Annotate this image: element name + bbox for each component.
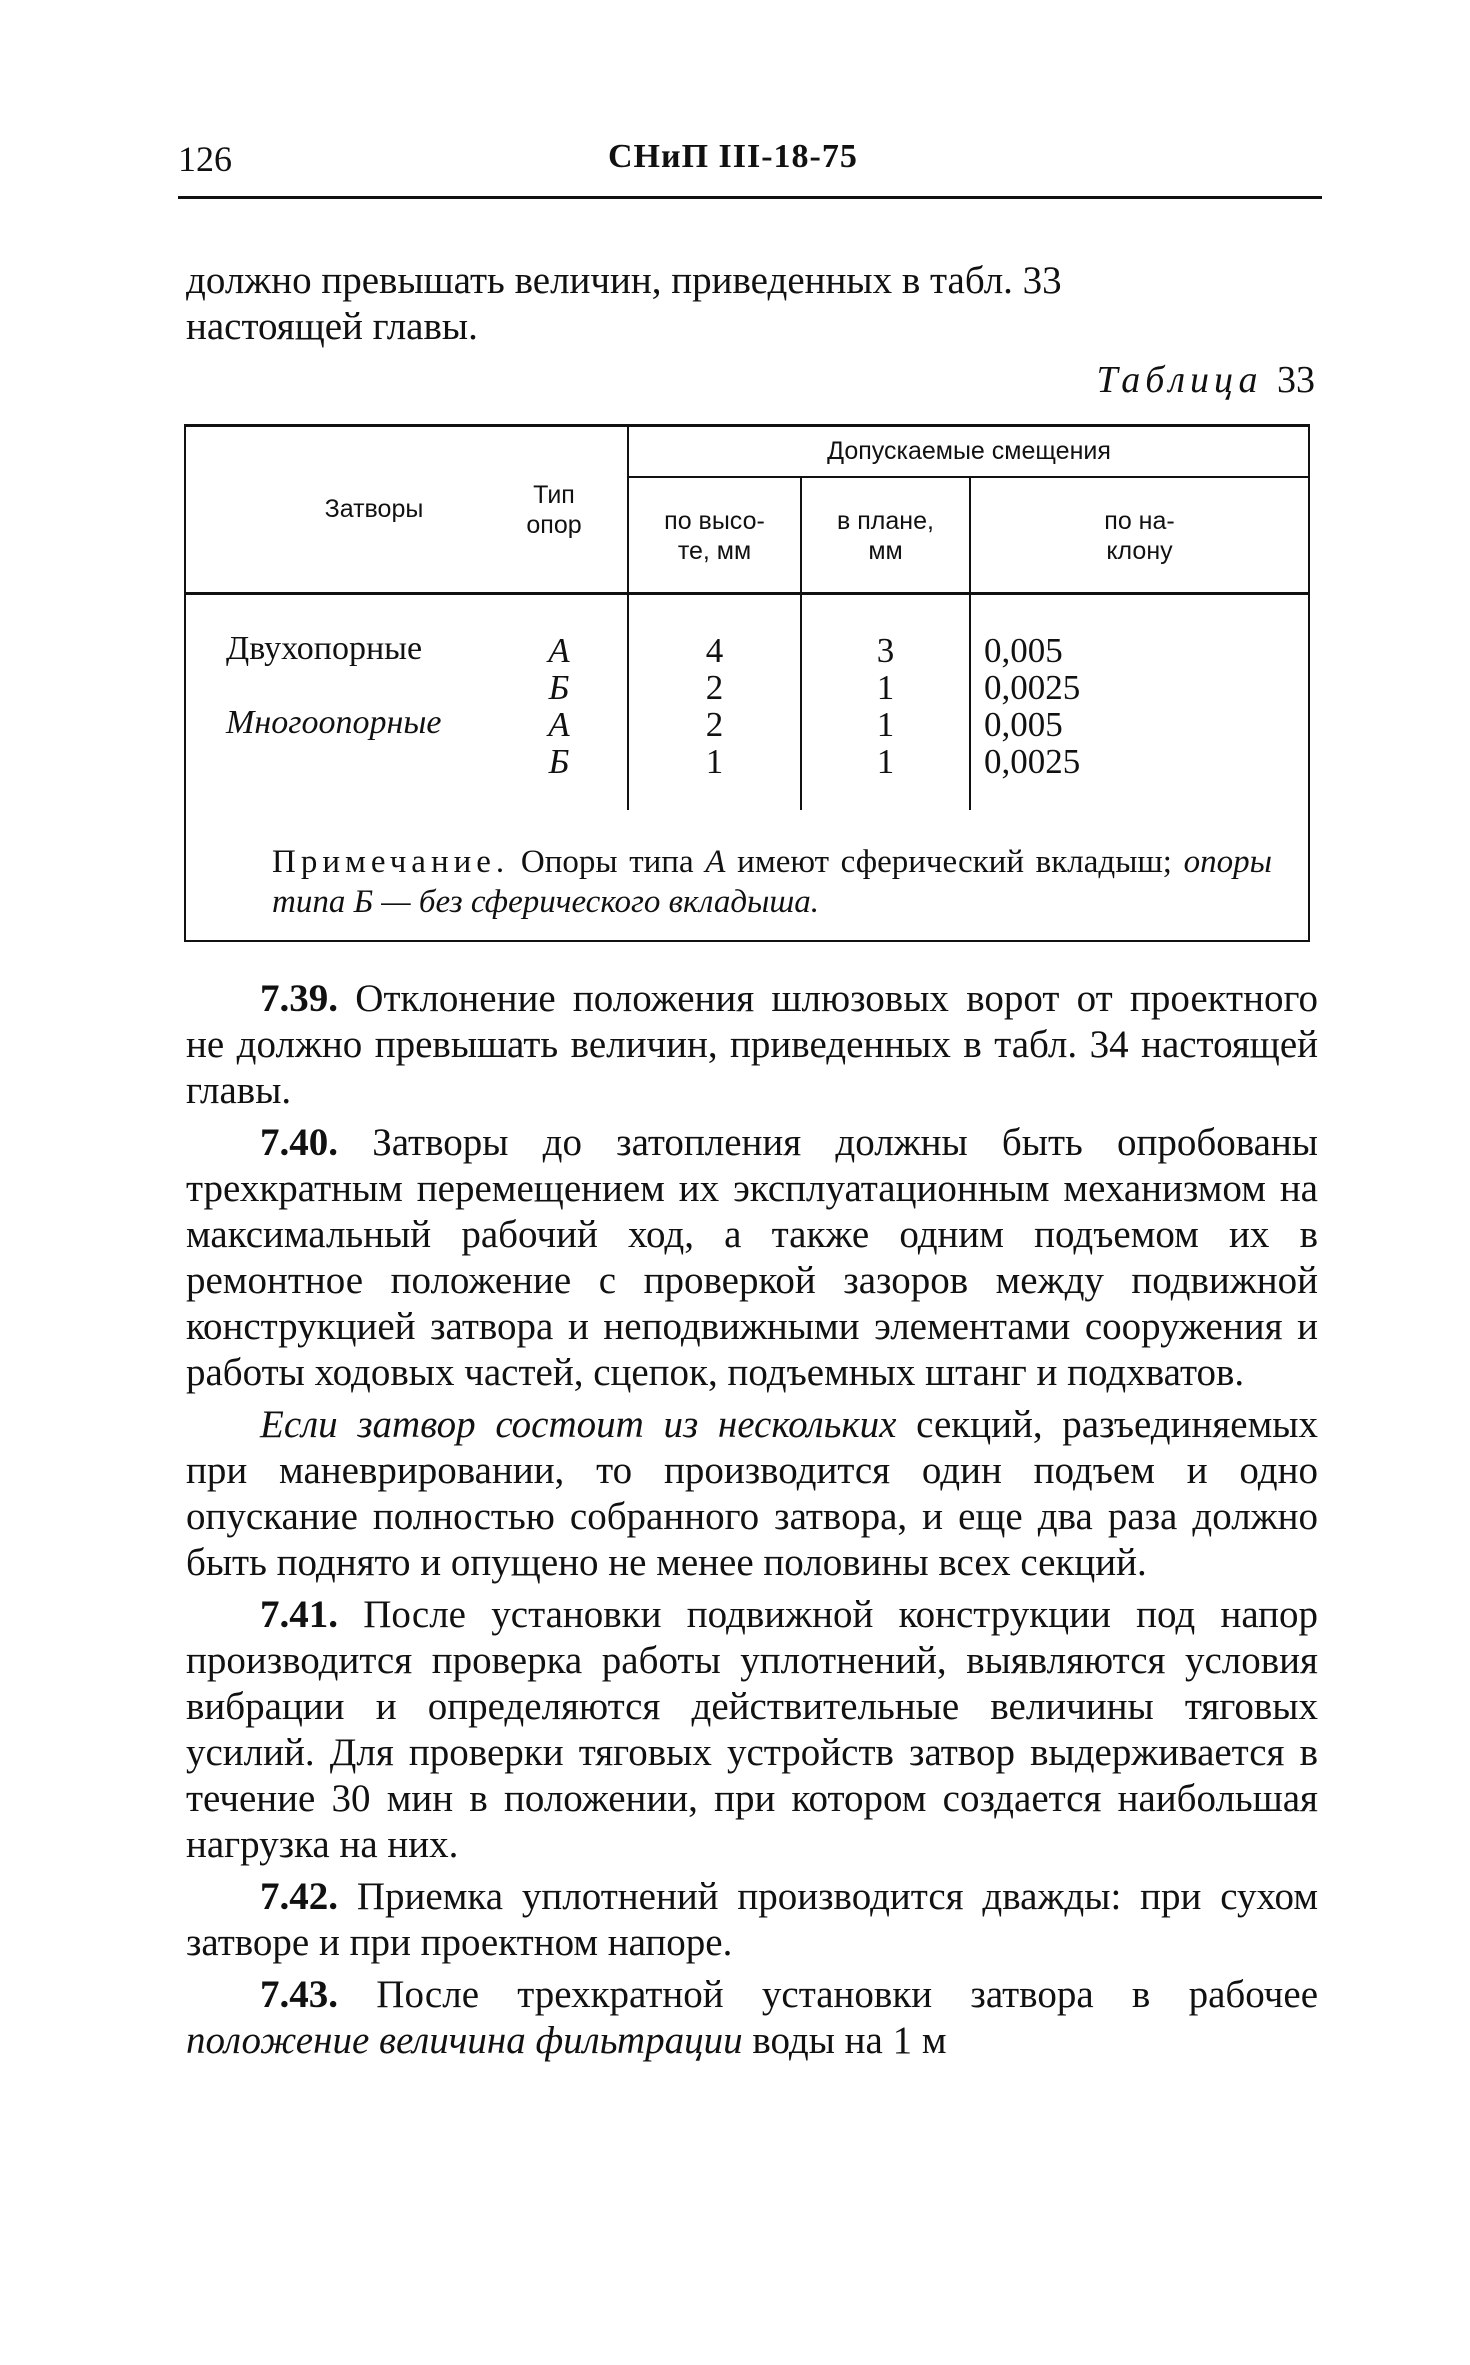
note-text-1: Опоры типа: [509, 844, 706, 880]
paragraph-italic: положение величина фильтрации: [186, 2019, 743, 2062]
col-header-plan-line-1: в плане,: [837, 507, 934, 535]
cell-slope: 0,005: [984, 705, 1063, 744]
paragraph-text: секций, разъединяемых при маневрировании, то производится один подъем и одно опускание полностью собранного затвора, и еще два раза должно быть поднято и опущено не менее половины всех секций.: [186, 1403, 1318, 1584]
table-left-border: [184, 424, 186, 942]
paragraph-text: Приемка уплотнений производится дважды: при сухом затворе и при проектном напоре.: [186, 1875, 1318, 1964]
section-number: 7.43.: [260, 1973, 338, 2016]
note-text-2: имеют сферический вкладыш;: [725, 844, 1184, 880]
col-header-gates: Затворы: [324, 495, 424, 523]
paragraph-7-40: [186, 1120, 1318, 1396]
cell-slope: 0,005: [984, 631, 1063, 670]
intro-text: [186, 258, 1318, 356]
col-header-plan: [802, 506, 969, 566]
paragraph-7-41: [186, 1592, 1318, 1868]
cell-height: 1: [705, 742, 724, 781]
table-bottom-border: [184, 940, 1310, 942]
col-header-height-line-2: те, мм: [677, 537, 752, 565]
paragraph-7-42: [186, 1874, 1318, 1966]
paragraph-7-39: [186, 976, 1318, 1114]
col-slope-values: [984, 632, 1154, 780]
cell-plan: 1: [876, 705, 895, 744]
page-number: 126: [178, 139, 232, 179]
note-label: Примечание.: [272, 844, 510, 880]
cell-slope: 0,0025: [984, 742, 1081, 781]
paragraph-text: После установки подвижной конструкции под напор производится проверка работы уплотнений, выявляются условия вибрации и определяются действительные величины тяговых усилий. Для проверки тяговых устройств затвор выдерживается в течение 30 мин в положении, при котором создается наибольшая нагрузка на них.: [186, 1593, 1318, 1866]
table-right-border: [1308, 424, 1310, 942]
section-number: 7.39.: [260, 977, 338, 1020]
col-plan-values: [802, 632, 969, 780]
cell-plan: 1: [876, 668, 895, 707]
cell-type: А: [548, 631, 570, 670]
paragraph-text: После трехкратной установки затвора в рабочее: [338, 1973, 1318, 2016]
paragraph-italic: Если затвор состоит из нескольких: [260, 1403, 897, 1446]
body-divider-3: [969, 595, 971, 810]
header-bottom-rule: [184, 592, 1310, 595]
col-header-slope: [971, 506, 1308, 566]
col-header-height-line-1: по высо-: [664, 507, 765, 535]
col-header-type-line-2: опор: [526, 511, 582, 539]
col-header-type: [484, 480, 624, 540]
cell-slope: 0,0025: [984, 668, 1081, 707]
row-name-double-support: Двухопорные: [226, 630, 423, 667]
cell-type: А: [548, 705, 570, 744]
header-rule: [178, 196, 1322, 199]
paragraph-text: воды на 1 м: [742, 2019, 947, 2062]
intro-line-1: должно превышать величин, приведенных в табл. 33: [186, 259, 1062, 302]
note-type-a: А: [705, 844, 726, 880]
running-title: СНиП III-18-75: [608, 138, 858, 175]
tolerance-table: [184, 424, 1310, 942]
table-note: [272, 842, 1272, 922]
table-label: [1097, 358, 1315, 402]
table-label-number: 33: [1277, 359, 1315, 401]
col-header-slope-line-2: клону: [1106, 537, 1173, 565]
cell-plan: 3: [876, 631, 895, 670]
table-top-border: [184, 424, 1310, 427]
col-header-type-line-1: Тип: [533, 481, 575, 509]
col-type-values: [494, 632, 624, 780]
intro-line-2: настоящей главы.: [186, 305, 478, 348]
group-header-displacements: Допускаемые смещения: [827, 437, 1111, 465]
row-name-multi-support: Многоопорные: [226, 704, 442, 741]
cell-plan: 1: [876, 742, 895, 781]
section-number: 7.40.: [260, 1121, 338, 1164]
section-number: 7.42.: [260, 1875, 338, 1918]
col-height-values: [629, 632, 800, 780]
paragraph-7-40-continued: [186, 1402, 1318, 1586]
paragraph-text: Затворы до затопления должны быть опробованы трехкратным перемещением их эксплуатационным механизмом на максимальный рабочий ход, а также одним подъемом их в ремонтное положение с проверкой зазоров между подвижной конструкцией затвора и неподвижными элементами сооружения и работы ходовых частей, сцепок, подъемных штанг и подхватов.: [186, 1121, 1318, 1394]
col-header-height: [629, 506, 800, 566]
section-number: 7.41.: [260, 1593, 338, 1636]
note-text-3: опоры типа Б — без сферического вкладыша.: [272, 844, 1272, 920]
paragraph-text: Отклонение положения шлюзовых ворот от проектного не должно превышать величин, приведенных в табл. 34 настоящей главы.: [186, 977, 1318, 1112]
table-label-word: Таблица: [1096, 359, 1263, 401]
page-header: [178, 138, 1324, 178]
body-text: [186, 976, 1318, 2070]
cell-height: 4: [705, 631, 724, 670]
col-header-slope-line-1: по на-: [1104, 507, 1175, 535]
cell-type: Б: [548, 742, 570, 781]
cell-type: Б: [548, 668, 570, 707]
col-header-plan-line-2: мм: [868, 537, 903, 565]
cell-height: 2: [705, 705, 724, 744]
cell-height: 2: [705, 668, 724, 707]
paragraph-7-43: [186, 1972, 1318, 2064]
